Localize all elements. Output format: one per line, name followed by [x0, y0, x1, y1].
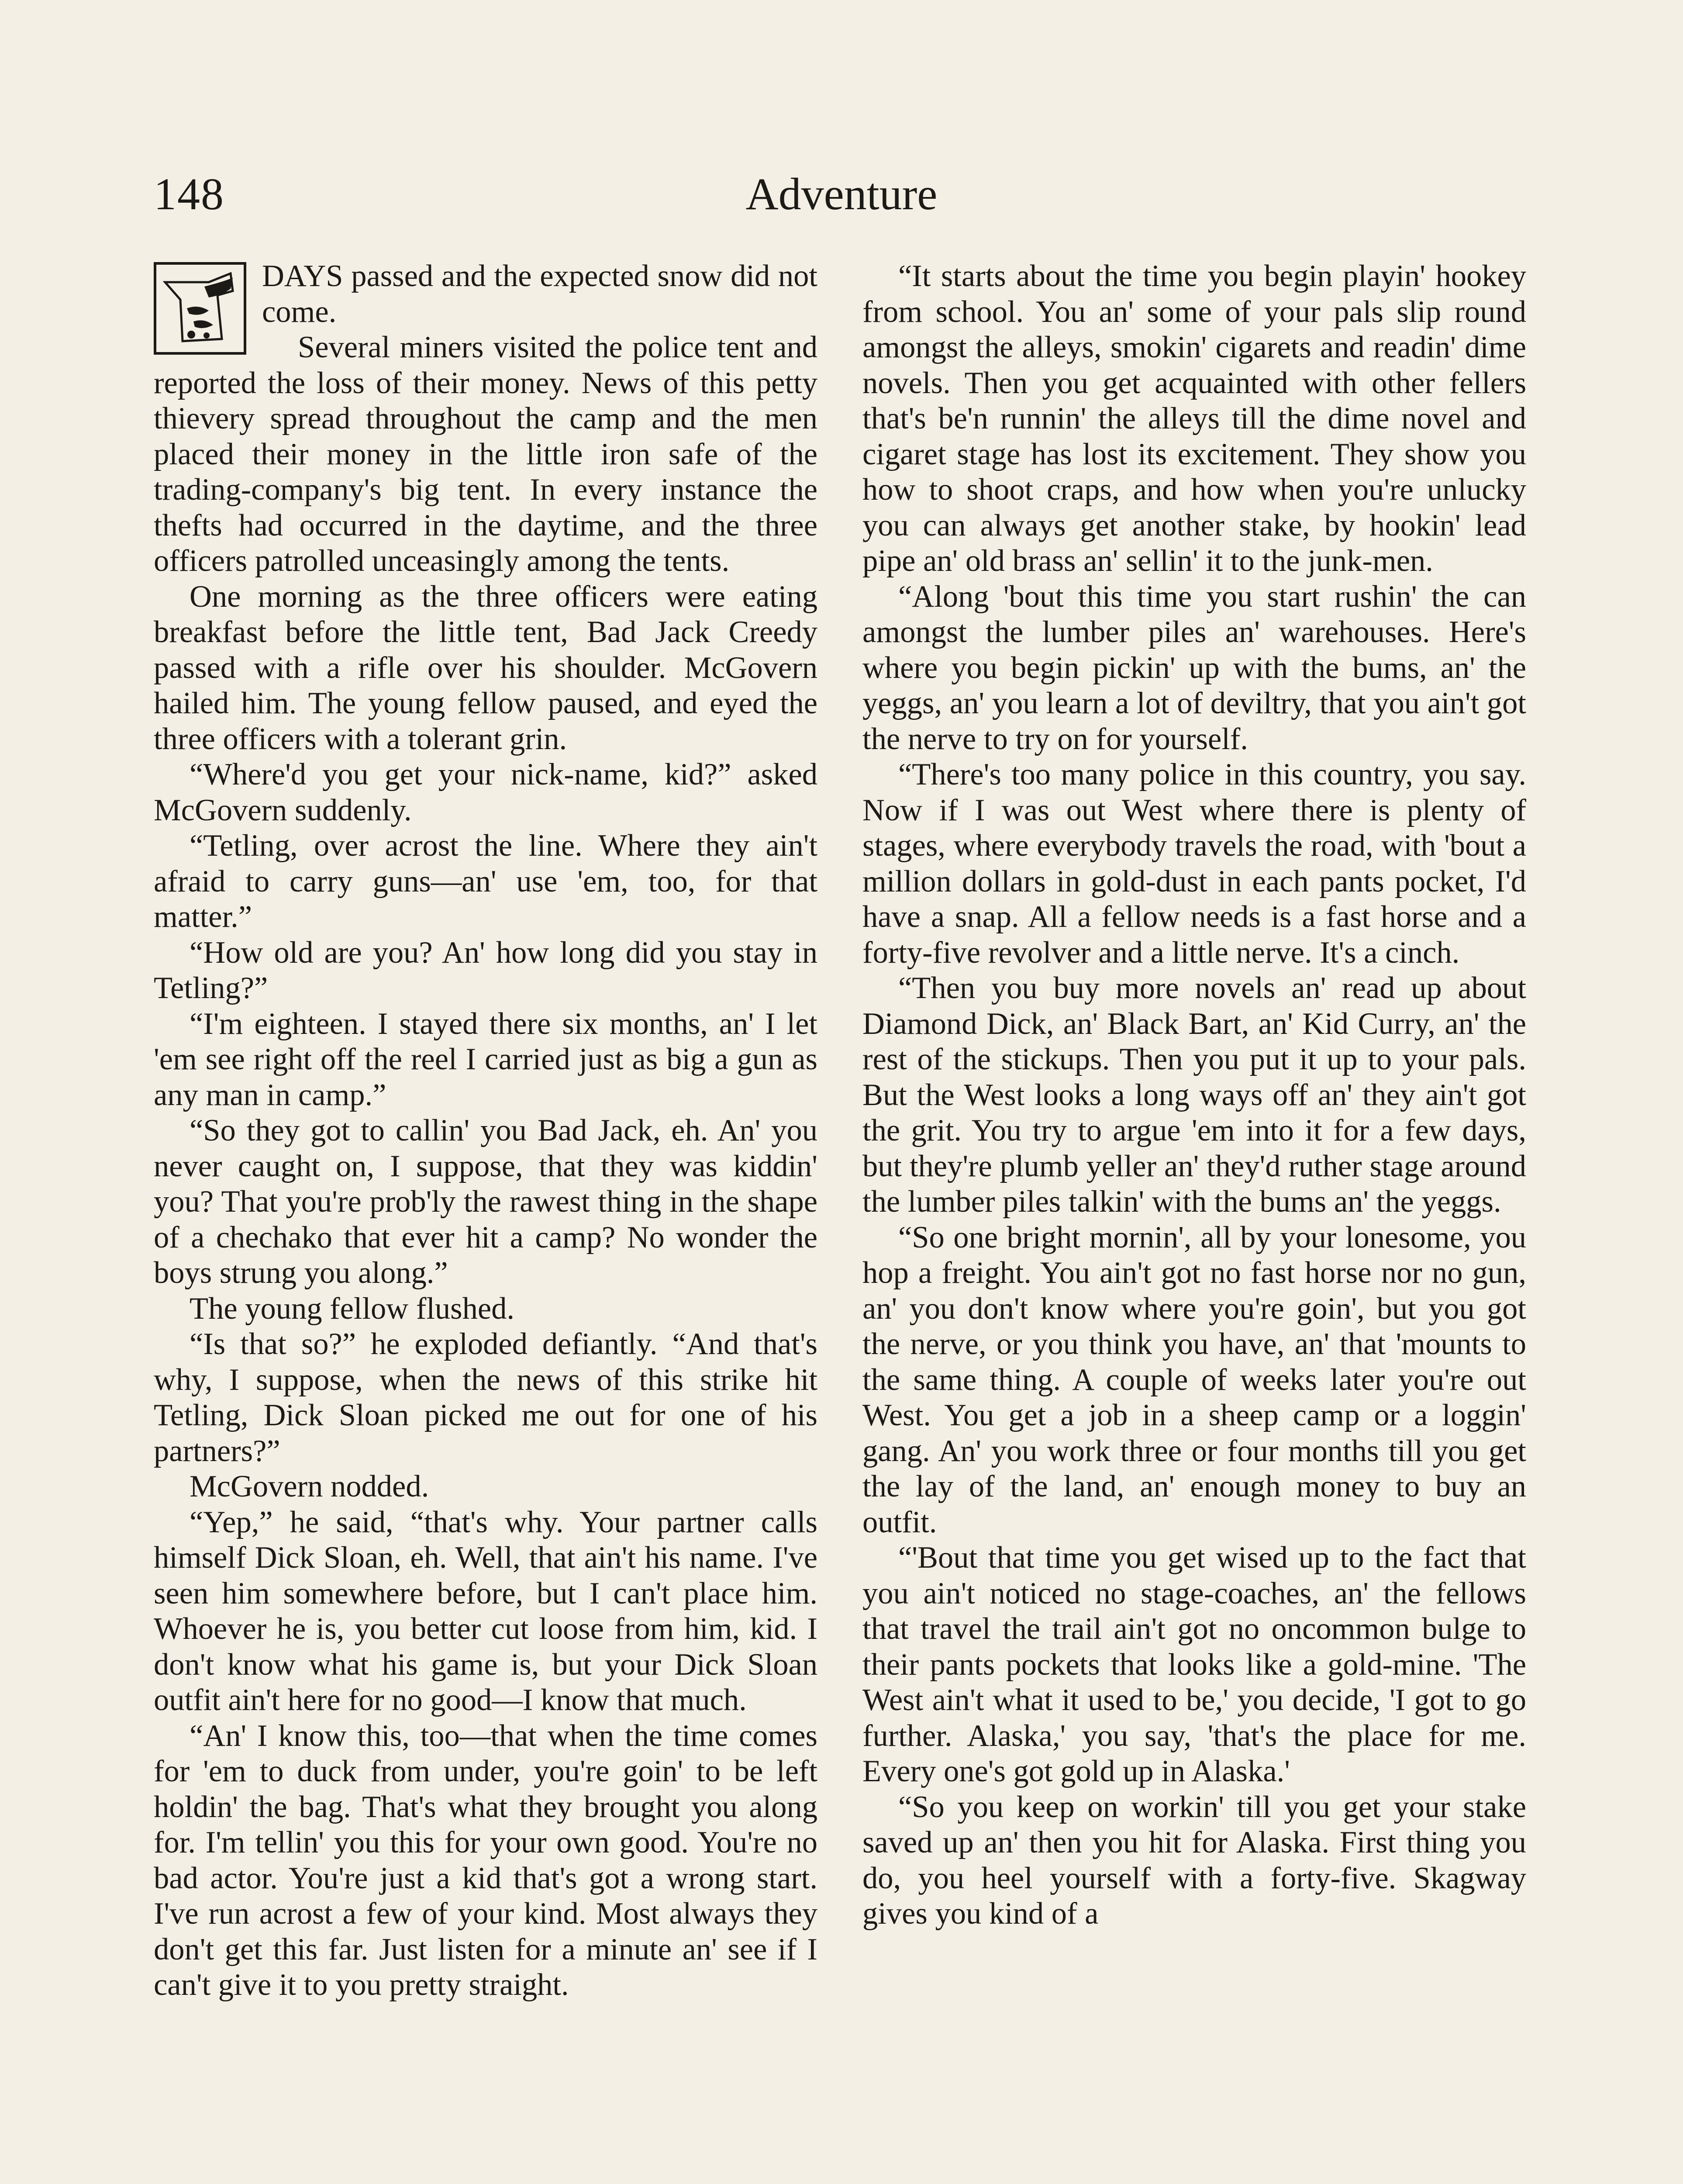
- paragraph: “So you keep on workin' till you get your stake saved up an' then you hit for Alaska. First thing you do, you heel yourself with a forty-five. Skagway gives you kind of a: [862, 1790, 1526, 1931]
- paragraph: “Tetling, over acrost the line. Where they ain't afraid to carry guns—an' use 'em, too, for that matter.”: [154, 829, 817, 934]
- paragraph: “'Bout that time you get wised up to the fact that you ain't noticed no stage-coaches, an' the fellows that travel the trail ain't got no oncommon bulge to their pants pockets that looks like a gold-mine. 'The West ain't what it used to be,' you decide, 'I got to go further. Alaska,' you say, 'that's the place for me. Every one's got gold up in Alaska.': [862, 1541, 1526, 1788]
- paragraph: “Where'd you get your nick-name, kid?” asked McGovern suddenly.: [154, 757, 817, 827]
- paragraph: One morning as the three officers were eating breakfast before the little tent, Bad Jack Creedy passed with a rifle over his shoulder. McGovern hailed him. The young fellow paused, and eyed the three officers with a tolerant grin.: [154, 579, 817, 756]
- paragraph: Several miners visited the police tent and reported the loss of their money. News of this petty thievery spread throughout the camp and the men placed their money in the little iron safe of the trading-company's big tent. In every instance the thefts had occurred in the daytime, and the three officers patrolled unceasingly among the tents.: [154, 330, 817, 578]
- ornamental-initial-icon: [154, 262, 246, 355]
- paragraph: “An' I know this, too—that when the time comes for 'em to duck from under, you're goin' to be left holdin' the bag. That's what they brought you along for. I'm tellin' you this for your own good. You're no bad actor. You're just a kid that's got a wrong start. I've run acrost a few of your kind. Most always they don't get this far. Just listen for a minute an' see if I can't give it to you pretty straight.: [154, 1718, 817, 2002]
- left-column: [154, 259, 817, 2003]
- paragraph: The young fellow flushed.: [190, 1291, 515, 1326]
- paragraph: “I'm eighteen. I stayed there six months, an' I let 'em see right off the reel I carried just as big a gun as any man in camp.”: [154, 1006, 817, 1112]
- right-column: [862, 259, 1526, 1932]
- page-number: 148: [154, 169, 224, 219]
- paragraph: “Is that so?” he exploded defiantly. “And that's why, I suppose, when the news of this strike hit Tetling, Dick Sloan picked me out for one of his partners?”: [154, 1327, 817, 1468]
- paragraph: “Yep,” he said, “that's why. Your partner calls himself Dick Sloan, eh. Well, that ain't his name. I've seen him somewhere before, but I can't place him. Whoever he is, you better cut loose from him, kid. I don't know what his game is, but your Dick Sloan outfit ain't here for no good—I know that much.: [154, 1505, 817, 1717]
- paragraph: “How old are you? An' how long did you stay in Tetling?”: [154, 935, 817, 1005]
- paragraph: “There's too many police in this country, you say. Now if I was out West where there is plenty of stages, where everybody travels the road, with 'bout a million dollars in gold-dust in each pants pocket, I'd have a snap. All a fellow needs is a fast horse and a forty-five revolver and a little nerve. It's a cinch.: [862, 757, 1526, 970]
- paragraph: DAYS passed and the expected snow did not come.: [262, 259, 817, 329]
- running-title: Adventure: [745, 169, 938, 219]
- page-header: [0, 168, 1683, 225]
- paragraph: “It starts about the time you begin playin' hookey from school. You an' some of your pals slip round amongst the alleys, smokin' cigarets and readin' dime novels. Then you get acquainted with other fellers that's be'n runnin' the alleys till the dime novel and cigaret stage has lost its excitement. They show you how to shoot craps, and how when you're unlucky you can always get another stake, by hookin' lead pipe an' old brass an' sellin' it to the junk-men.: [862, 259, 1526, 578]
- paragraph: “Along 'bout this time you start rushin' the can amongst the lumber piles an' warehouses. Here's where you begin pickin' up with the bums, an' the yeggs, an' you learn a lot of deviltry, that you ain't got the nerve to try on for yourself.: [862, 579, 1526, 756]
- paragraph: “So they got to callin' you Bad Jack, eh. An' you never caught on, I suppose, that they was kiddin' you? That you're prob'ly the rawest thing in the shape of a chechako that ever hit a camp? No wonder the boys strung you along.”: [154, 1113, 817, 1290]
- paragraph: “So one bright mornin', all by your lonesome, you hop a freight. You ain't got no fast horse nor no gun, an' you don't know where you're goin', but you got the nerve, or you think you have, an' that 'mounts to the same thing. A couple of weeks later you're out West. You get a job in a sheep camp or a loggin' gang. An' you work three or four months till you get the lay of the land, an' enough money to buy an outfit.: [862, 1220, 1526, 1539]
- paragraph: “Then you buy more novels an' read up about Diamond Dick, an' Black Bart, an' Kid Curry, an' the rest of the stickups. Then you put it up to your pals. But the West looks a long ways off an' they ain't got the grit. You try to argue 'em into it for a few days, but they're plumb yeller an' they'd ruther stage around the lumber piles talkin' with the bums an' the yeggs.: [862, 971, 1526, 1219]
- paragraph: McGovern nodded.: [190, 1469, 429, 1503]
